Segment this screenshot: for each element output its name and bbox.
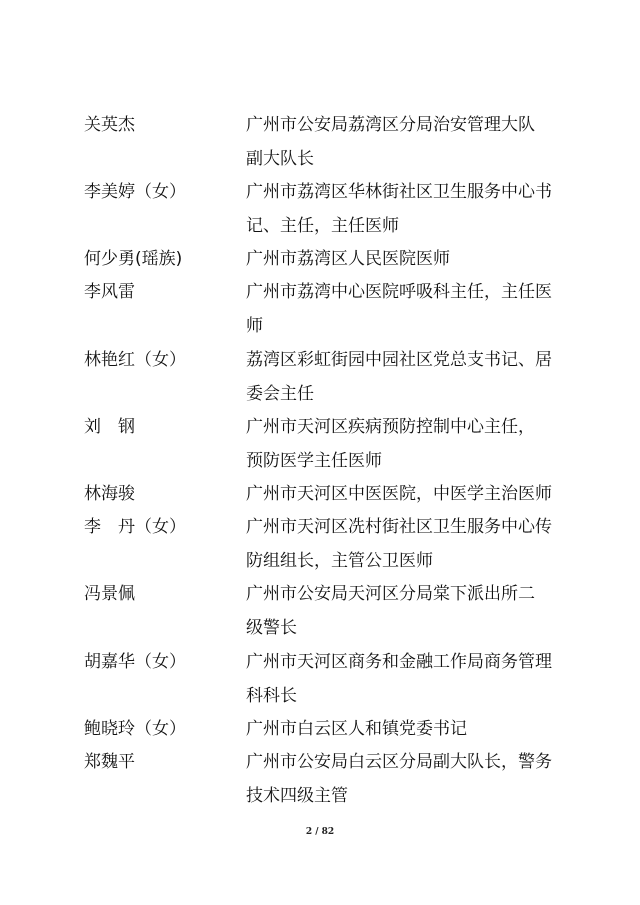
title-line: 广州市天河区冼村街社区卫生服务中心传: [246, 517, 552, 537]
person-title: [246, 745, 564, 813]
title-line: 师: [246, 316, 263, 336]
person-title: [246, 577, 564, 645]
title-line: 技术四级主管: [246, 786, 348, 806]
person-name: 关英杰: [84, 115, 135, 135]
person-name: 冯景佩: [84, 584, 135, 604]
title-line: 预防医学主任医师: [246, 451, 382, 471]
title-line: 广州市公安局天河区分局棠下派出所二: [246, 584, 535, 604]
page-number: 2 / 82: [305, 827, 335, 837]
person-name: 林艳红（女）: [84, 350, 186, 370]
title-line: 广州市荔湾区华林街社区卫生服务中心书: [246, 182, 552, 202]
person-name: 郑魏平: [84, 752, 135, 772]
title-line: 副大队长: [246, 149, 314, 169]
person-title: [246, 645, 564, 713]
title-line: 广州市白云区人和镇党委书记: [246, 719, 467, 739]
title-line: 广州市天河区疾病预防控制中心主任，: [246, 417, 535, 437]
title-line: 广州市公安局白云区分局副大队长，警务: [246, 752, 552, 772]
title-line: 广州市公安局荔湾区分局治安管理大队: [246, 115, 535, 135]
person-name: 李风雷: [84, 282, 135, 302]
person-title: [246, 275, 564, 343]
title-line: 委会主任: [246, 384, 314, 404]
person-name: 刘 钢: [84, 417, 135, 437]
title-line: 广州市荔湾区人民医院医师: [246, 249, 450, 269]
title-line: 防组组长，主管公卫医师: [246, 551, 433, 571]
title-line: 广州市天河区中医医院，中医学主治医师: [246, 484, 552, 504]
person-title: [246, 108, 564, 176]
title-line: 广州市荔湾中心医院呼吸科主任，主任医: [246, 282, 552, 302]
person-name: 林海骏: [84, 484, 135, 504]
title-line: 荔湾区彩虹街园中园社区党总支书记、居: [246, 350, 552, 370]
person-name: 胡嘉华（女）: [84, 652, 186, 672]
person-title: [246, 510, 564, 578]
person-title: [246, 712, 564, 746]
person-title: [246, 242, 564, 276]
title-line: 广州市天河区商务和金融工作局商务管理: [246, 652, 552, 672]
title-line: 级警长: [246, 618, 297, 638]
title-line: 记、主任，主任医师: [246, 216, 399, 236]
person-name: 李 丹（女）: [84, 517, 186, 537]
title-line: 科科长: [246, 686, 297, 706]
person-title: [246, 175, 564, 243]
person-name: 何少勇(瑶族): [84, 249, 183, 269]
person-name: 李美婷（女）: [84, 182, 186, 202]
person-title: [246, 343, 564, 411]
person-title: [246, 477, 564, 511]
person-name: 鲍晓玲（女）: [84, 719, 186, 739]
person-title: [246, 410, 564, 478]
